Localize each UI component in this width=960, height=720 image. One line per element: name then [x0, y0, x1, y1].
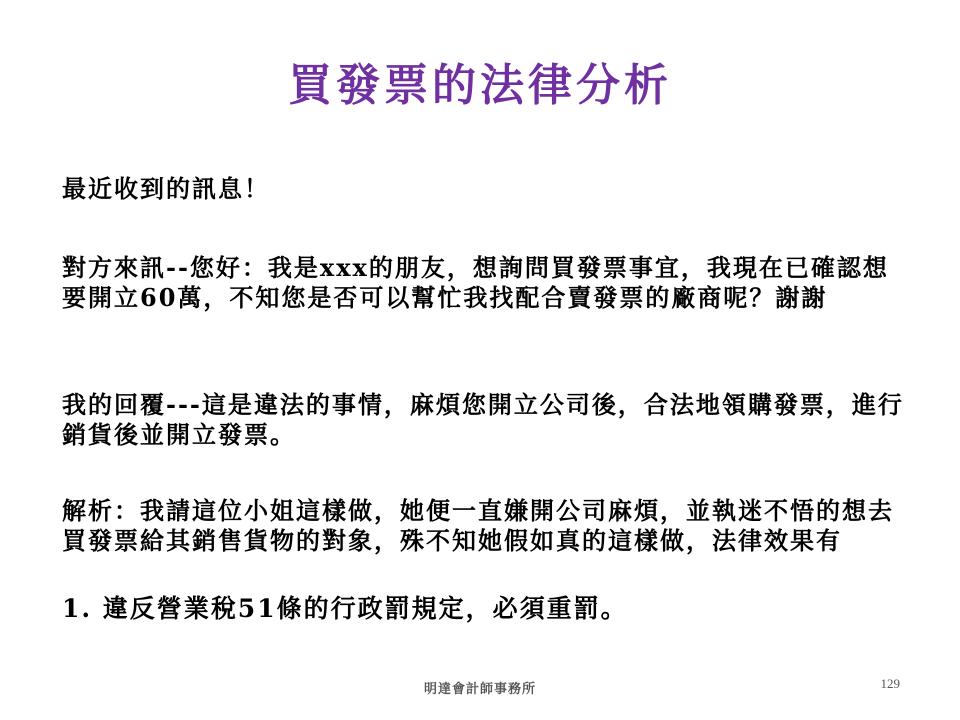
footer-office-name: 明達會計師事務所 — [423, 682, 536, 697]
paragraph-analysis: 解析：我請這位小姐這樣做，她便一直嫌開公司麻煩，並執迷不悟的想去買發票給其銷售貨物的對象，殊不知她假如真的這樣做，法律效果有 — [62, 496, 894, 555]
paragraph-my-reply: 我的回覆---這是違法的事情，麻煩您開立公司後，合法地領購發票，進行銷貨後並開立發票。 — [62, 390, 904, 449]
paragraph-recent-message: 最近收到的訊息！ — [62, 174, 270, 203]
page-number: 129 — [880, 676, 900, 691]
paragraph-legal-effect-1: 1. 違反營業稅51條的行政罰規定，必須重罰。 — [62, 594, 628, 623]
slide-title: 買發票的法律分析 — [288, 60, 672, 111]
paragraph-incoming-message: 對方來訊--您好：我是xxx的朋友，想詢問買發票事宜，我現在已確認想要開立60萬，不知您是否可以幫忙我找配合賣發票的廠商呢？謝謝 — [62, 253, 889, 312]
